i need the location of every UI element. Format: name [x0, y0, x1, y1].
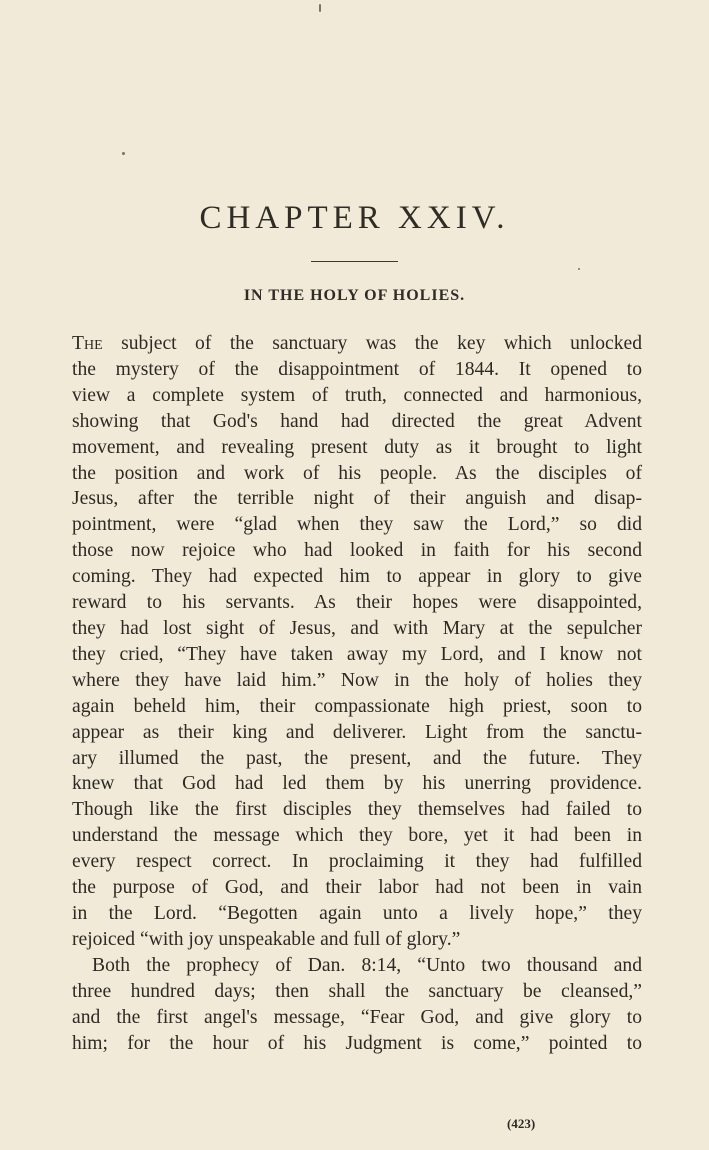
title-divider — [311, 261, 398, 262]
text-line: The subject of the sanctuary was the key which unlocked — [72, 333, 642, 354]
text-line: coming. They had expected him to appear in glory to give — [72, 566, 642, 588]
lead-word: The — [72, 333, 103, 354]
text-line: they cried, “They have taken away my Lord, and I know not — [72, 643, 642, 665]
text-line: three hundred days; then shall the sanctuary be cleansed,” — [72, 980, 642, 1002]
text-line: understand the message which they bore, yet it had been in — [72, 825, 642, 847]
ink-speck — [578, 268, 580, 270]
ink-speck — [122, 152, 125, 155]
text-line: in the Lord. “Begotten again unto a lively hope,” they — [72, 902, 642, 924]
chapter-title: CHAPTER XXIV. — [199, 200, 510, 236]
text-line: appear as their king and deliverer. Light from the sanctu- — [72, 721, 642, 743]
text-line: pointment, were “glad when they saw the Lord,” so did — [72, 514, 642, 536]
text-line: the purpose of God, and their labor had not been in vain — [72, 877, 642, 899]
text-line: Both the prophecy of Dan. 8:14, “Unto two thousand and — [92, 955, 642, 976]
text-line: and the first angel's message, “Fear God, and give glory to — [72, 1006, 642, 1028]
text-line: movement, and revealing present duty as it brought to light — [72, 436, 642, 458]
page-number: (423) — [507, 1116, 536, 1131]
section-title: IN THE HOLY OF HOLIES. — [243, 287, 466, 304]
paragraph-1 — [72, 331, 642, 953]
text-line: ary illumed the past, the present, and the future. They — [72, 747, 642, 769]
text-line: view a complete system of truth, connected and harmonious, — [72, 384, 642, 406]
text-line: they had lost sight of Jesus, and with Mary at the sepulcher — [72, 617, 642, 639]
text-line: Jesus, after the terrible night of their anguish and disap- — [72, 488, 642, 510]
text-line: knew that God had led them by his unerring providence. — [72, 773, 642, 795]
text-line: the position and work of his people. As the disciples of — [72, 462, 642, 484]
text-line: where they have laid him.” Now in the holy of holies they — [72, 669, 642, 691]
text-line: him; for the hour of his Judgment is come,” pointed to — [72, 1032, 642, 1054]
text-line: showing that God's hand had directed the great Advent — [72, 410, 642, 432]
text-line: Though like the first disciples they themselves had failed to — [72, 799, 642, 821]
text-line: reward to his servants. As their hopes were disappointed, — [72, 592, 642, 614]
text-line: those now rejoice who had looked in faith for his second — [72, 540, 642, 562]
text-line: the mystery of the disappointment of 1844. It opened to — [72, 358, 642, 380]
ink-speck — [319, 4, 321, 12]
text-line: again beheld him, their compassionate high priest, soon to — [72, 695, 642, 717]
text-line: every respect correct. In proclaiming it they had fulfilled — [72, 851, 642, 873]
text-line: rejoiced “with joy unspeakable and full of glory.” — [72, 928, 461, 950]
paragraph-2 — [72, 953, 642, 1057]
